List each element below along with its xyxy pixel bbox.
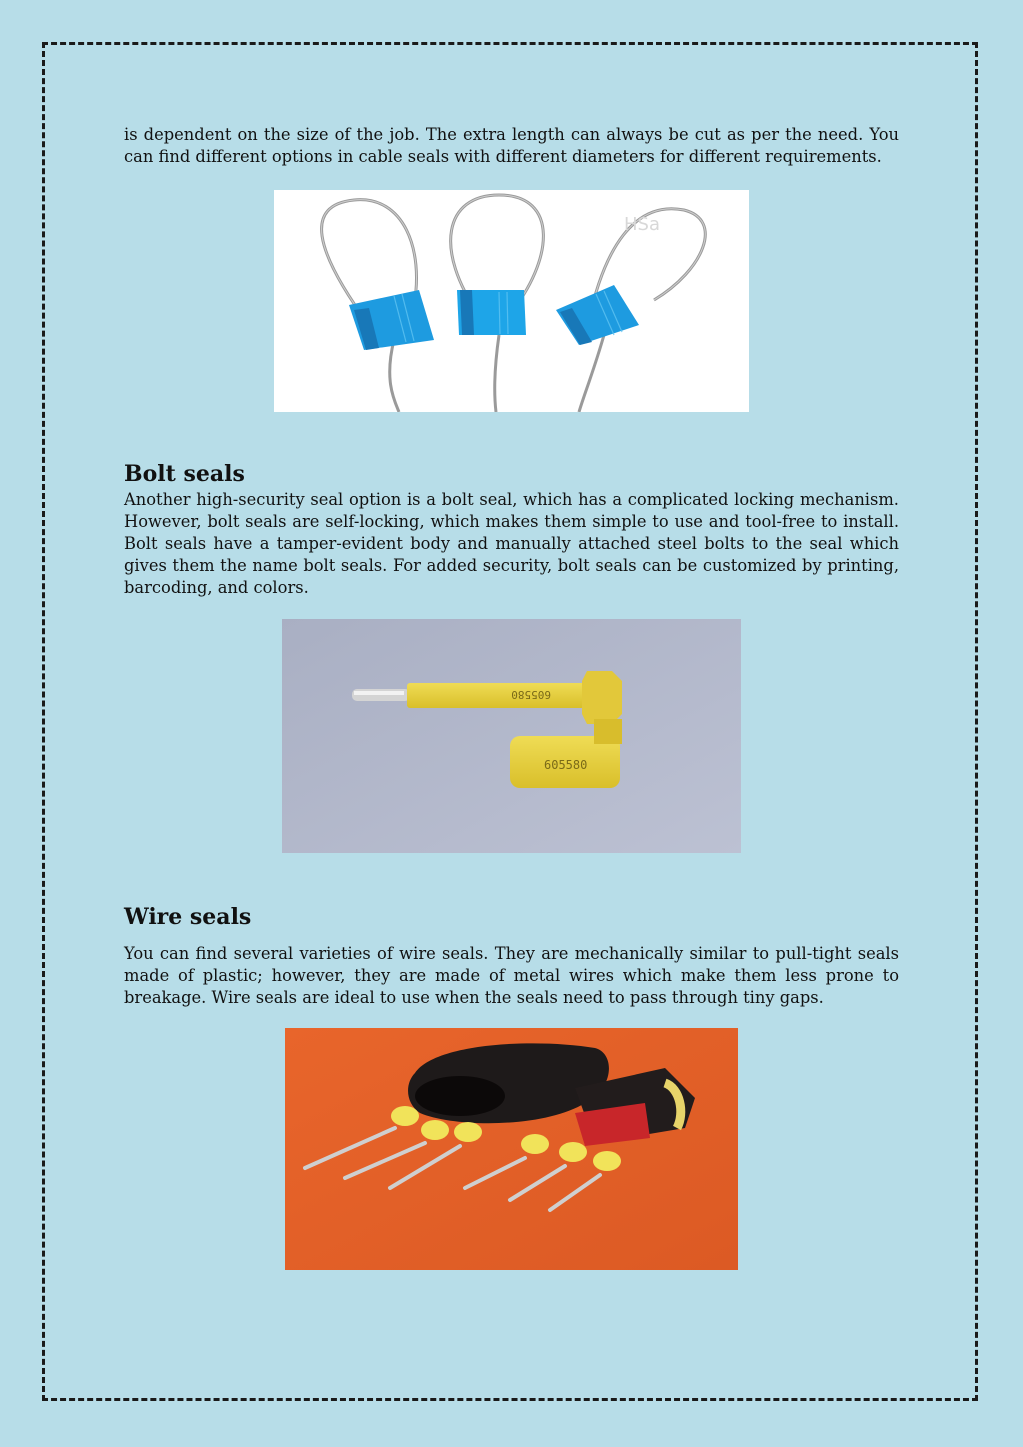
bolt-seals-paragraph: Another high-security seal option is a bolt seal, which has a complicated locking mechanism. However, bolt seals are self-locking, which makes them simple to use and tool-free to install. Bolt seals have a tamper-evident body and manually attached steel bolts to the seal which gives them the name bolt seals. For added security, bolt seals can be customized by printing, barcoding, and colors. <box>124 490 899 597</box>
cable-seals-photo <box>274 190 749 412</box>
bolt-number-top: 605580 <box>511 688 551 701</box>
intro-paragraph: is dependent on the size of the job. The extra length can always be cut as per the need. You can find different options in cable seals with different diameters for different requirements. <box>124 125 899 166</box>
wire-seals-heading: Wire seals <box>124 904 252 930</box>
wire-seals-photo <box>285 1028 738 1270</box>
bolt-number-bottom: 605580 <box>544 758 588 772</box>
cable-watermark: HSa <box>624 214 660 235</box>
bolt-seal-photo <box>282 619 741 853</box>
bolt-seals-heading: Bolt seals <box>124 461 245 487</box>
wire-seals-paragraph: You can find several varieties of wire seals. They are mechanically similar to pull-tight seals made of plastic; however, they are made of metal wires which make them less prone to breakage. Wire seals are ideal to use when the seals need to pass through tiny gaps. <box>124 944 899 1007</box>
